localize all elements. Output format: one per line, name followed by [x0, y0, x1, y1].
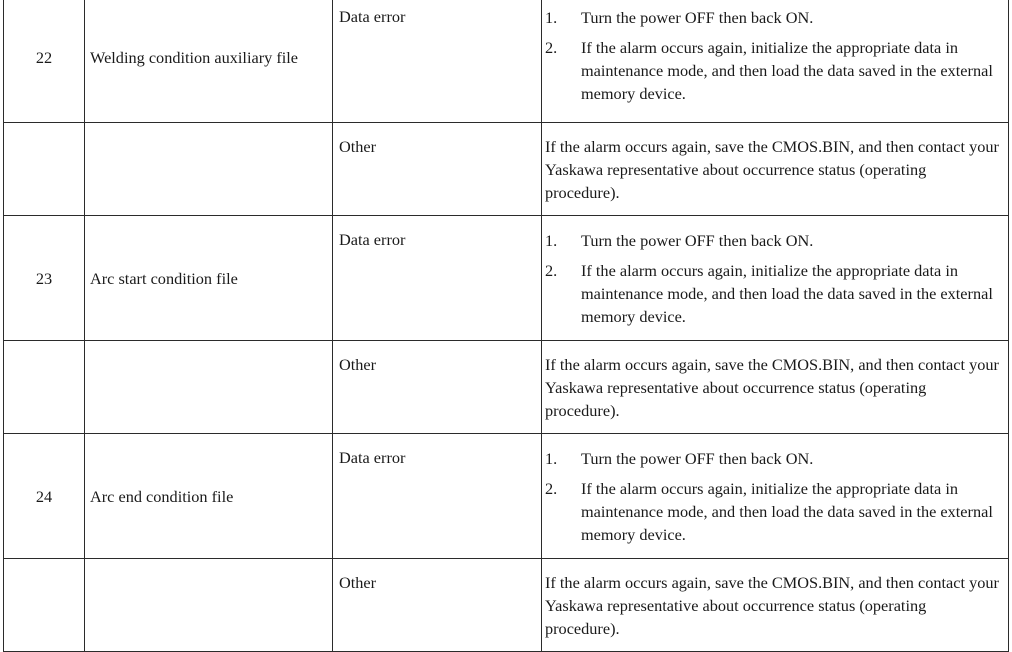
file-name-empty — [85, 341, 333, 434]
error-type: Other — [333, 559, 542, 652]
step-text: Turn the power OFF then back ON. — [581, 231, 814, 250]
remedy-steps — [542, 216, 1009, 341]
step-text: If the alarm occurs again, initialize the appropriate data in maintenance mode, and then load the data saved in the external memory device. — [581, 479, 993, 544]
step-text: If the alarm occurs again, initialize the appropriate data in maintenance mode, and then load the data saved in the external memory device. — [581, 38, 993, 103]
file-name-empty — [85, 123, 333, 216]
error-type: Data error — [333, 434, 542, 559]
step-text: Turn the power OFF then back ON. — [581, 449, 814, 468]
alarm-remedy-table — [3, 0, 1009, 652]
step-number: 1. — [545, 231, 558, 250]
table-row — [4, 0, 1009, 123]
file-name: Arc start condition file — [85, 216, 333, 341]
remedy-text: If the alarm occurs again, save the CMOS.BIN, and then contact your Yaskawa representative about occurrence status (operating procedure). — [542, 123, 1009, 216]
remedy-step — [545, 259, 1002, 328]
remedy-step — [545, 477, 1002, 546]
error-type: Data error — [333, 216, 542, 341]
error-type: Other — [333, 123, 542, 216]
remedy-steps — [542, 0, 1009, 123]
step-number: 1. — [545, 8, 558, 27]
file-number-empty — [4, 559, 85, 652]
file-number-empty — [4, 123, 85, 216]
table-row — [4, 123, 1009, 216]
table-row — [4, 216, 1009, 341]
step-number: 2. — [545, 479, 558, 498]
table-row — [4, 434, 1009, 559]
step-text: Turn the power OFF then back ON. — [581, 8, 814, 27]
remedy-text: If the alarm occurs again, save the CMOS.BIN, and then contact your Yaskawa representative about occurrence status (operating procedure). — [542, 559, 1009, 652]
table-row — [4, 559, 1009, 652]
file-number: 22 — [4, 0, 85, 123]
remedy-step — [545, 229, 1002, 252]
error-type: Other — [333, 341, 542, 434]
file-name: Arc end condition file — [85, 434, 333, 559]
file-number: 23 — [4, 216, 85, 341]
step-number: 2. — [545, 38, 558, 57]
file-name: Welding condition auxiliary file — [85, 0, 333, 123]
step-number: 2. — [545, 261, 558, 280]
table-row — [4, 341, 1009, 434]
remedy-text: If the alarm occurs again, save the CMOS.BIN, and then contact your Yaskawa representative about occurrence status (operating procedure). — [542, 341, 1009, 434]
error-type: Data error — [333, 0, 542, 123]
remedy-steps — [542, 434, 1009, 559]
remedy-step — [545, 6, 1002, 29]
file-number: 24 — [4, 434, 85, 559]
step-text: If the alarm occurs again, initialize the appropriate data in maintenance mode, and then load the data saved in the external memory device. — [581, 261, 993, 326]
file-number-empty — [4, 341, 85, 434]
step-number: 1. — [545, 449, 558, 468]
file-name-empty — [85, 559, 333, 652]
remedy-step — [545, 447, 1002, 470]
remedy-step — [545, 36, 1002, 105]
